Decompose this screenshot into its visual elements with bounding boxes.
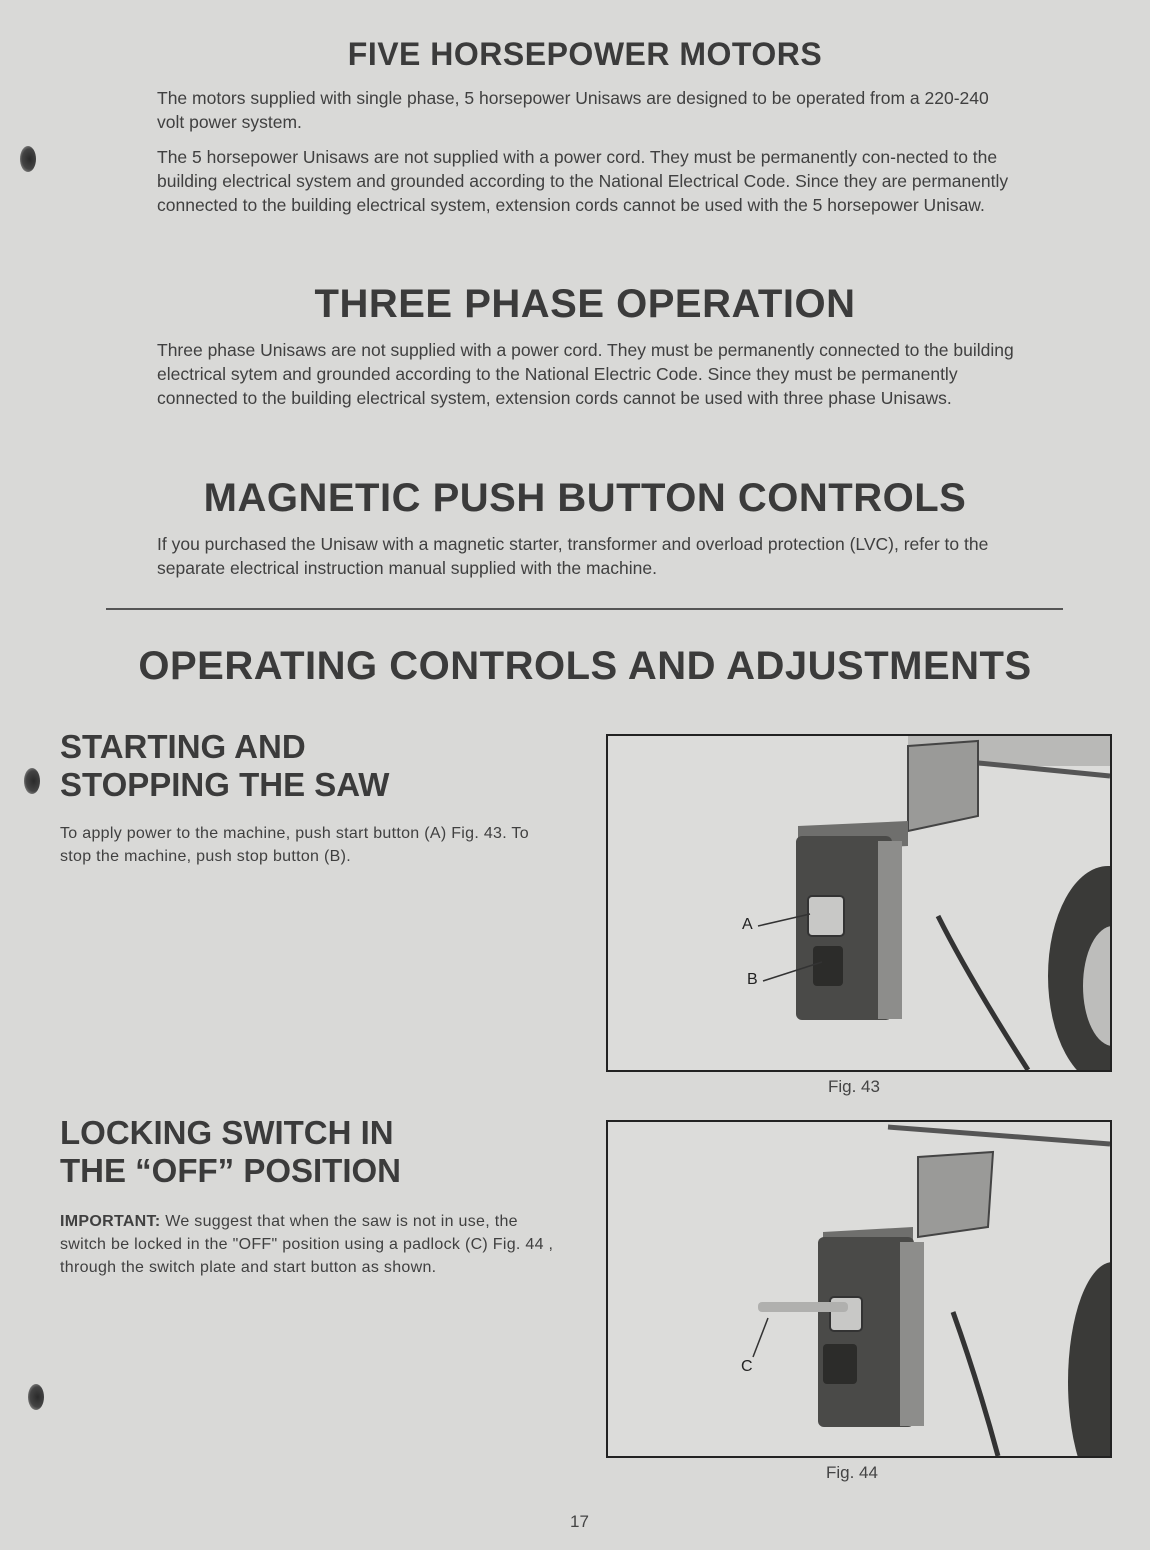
section-divider xyxy=(106,608,1063,610)
binder-hole-middle xyxy=(24,768,40,794)
locking-text: We suggest that when the saw is not in use, the switch be locked in the "OFF" position using a padlock (C) Fig. 44 , through the switch plate and start button as shown. xyxy=(60,1213,554,1276)
starting-paragraph: To apply power to the machine, push start button (A) Fig. 43. To stop the machine, push stop button (B). xyxy=(60,825,529,865)
locking-heading-line-1: LOCKING SWITCH IN xyxy=(60,1114,394,1151)
starting-heading-line-2: STOPPING THE SAW xyxy=(60,766,390,803)
figure-44-caption: Fig. 44 xyxy=(826,1463,878,1482)
operating-heading: OPERATING CONTROLS AND ADJUSTMENTS xyxy=(138,644,1032,688)
locking-heading-line-2: THE “OFF” POSITION xyxy=(60,1152,402,1189)
label-b: B xyxy=(747,971,758,988)
padlock-photo-illustration xyxy=(608,1122,1110,1456)
switch-photo-illustration xyxy=(608,736,1110,1070)
figure-43-caption: Fig. 43 xyxy=(828,1077,880,1096)
figure-43-photo xyxy=(606,734,1112,1072)
binder-hole-bottom xyxy=(28,1384,44,1410)
starting-heading-line-1: STARTING AND xyxy=(60,728,306,765)
label-a: A xyxy=(742,916,753,933)
five-hp-paragraph-1: The motors supplied with single phase, 5 horsepower Unisaws are designed to be operated from a 220-240 volt power system. xyxy=(157,88,989,132)
five-hp-heading: FIVE HORSEPOWER MOTORS xyxy=(347,36,823,72)
binder-hole-top xyxy=(20,146,36,172)
label-c: C xyxy=(741,1358,753,1375)
locking-paragraph xyxy=(60,1210,558,1279)
important-label: IMPORTANT: xyxy=(60,1213,161,1230)
three-phase-paragraph: Three phase Unisaws are not supplied with a power cord. They must be permanently connected to the building electrical sytem and grounded according to the National Electric Code. Since they must be permanently connected to the building electrical system, extension cords cannot be used with three phase Unisaws. xyxy=(157,340,1014,408)
magnetic-heading: MAGNETIC PUSH BUTTON CONTROLS xyxy=(203,476,967,520)
five-hp-paragraph-2: The 5 horsepower Unisaws are not supplied with a power cord. They must be permanently con-nected to the building electrical system and grounded according to the National Electrical Code. Since they are permanently connected to the building electrical system, extension cords cannot be used with the 5 horsepower Unisaw. xyxy=(157,147,1009,215)
page-number: 17 xyxy=(570,1512,589,1531)
figure-44-photo xyxy=(606,1120,1112,1458)
three-phase-heading: THREE PHASE OPERATION xyxy=(314,282,856,326)
magnetic-paragraph: If you purchased the Unisaw with a magnetic starter, transformer and overload protection (LVC), refer to the separate electrical instruction manual supplied with the machine. xyxy=(157,534,989,578)
